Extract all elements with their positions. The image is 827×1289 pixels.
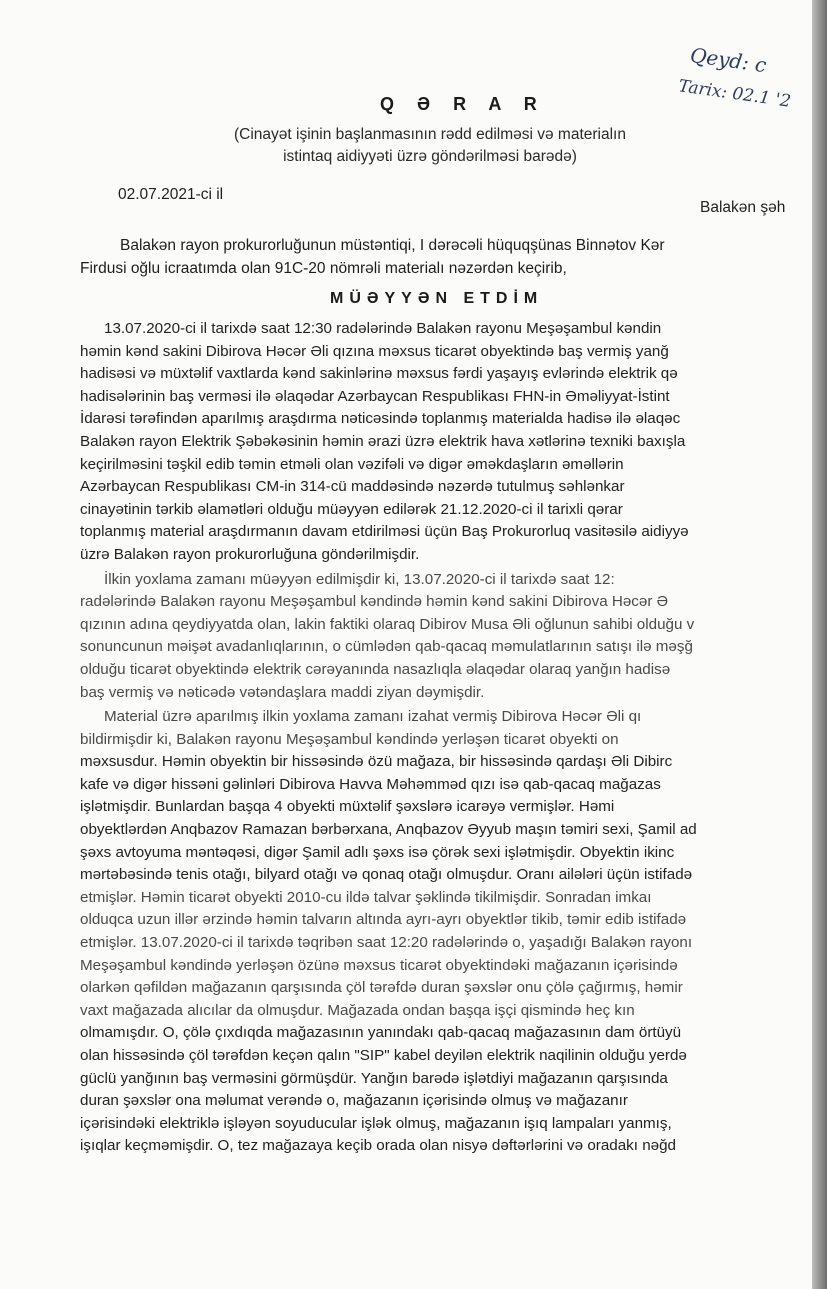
body-line: Balakən rayon Elektrik Şəbəkəsinin həmin ərazi üzrə elektrik hava xətlərinə texniki baxışla (80, 432, 686, 450)
body-line: işlətmişdir. Bunlardan başqa 4 obyekti müxtəlif şəxslərə icarəyə vermişlər. Həmi (80, 798, 615, 816)
intro-paragraph (80, 234, 805, 280)
body-line: içərisindəki elektriklə işləyən soyuducular işlək olmuş, mağazanın işıq lampaları yanmış, (80, 1114, 672, 1132)
subtitle-line-2: istintaq aidiyyəti üzrə göndərilməsi barədə) (283, 148, 577, 165)
body-line: keçirilməsini təşkil edib təmin etməli olan vəzifəli və digər əməkdaşların əməllərin (80, 455, 624, 473)
body-line: Azərbaycan Respublikası CM-in 314-cü maddəsində nəzərdə tutulmuş səhlənkar (80, 478, 625, 496)
body-line: baş vermiş və nəticədə vətəndaşlara maddi ziyan dəymişdir. (80, 683, 485, 701)
body-line: etmişlər. 13.07.2020-ci il tarixdə təqribən saat 12:20 radələrində o, yaşadığı Balakən rayonı (80, 934, 693, 952)
intro-line-2: Firdusi oğlu icraatımda olan 91C-20 nömrəli materialı nəzərdən keçirib, (80, 260, 567, 277)
body-line: obyektlərdən Anqbazov Ramazan bərbərxana, Anqbazov Əyyub maşın təmiri sexi, Şamil ad (80, 821, 697, 839)
body-line: qızının adına qeydiyyatda olan, lakin faktiki olaraq Dibirov Musa Əli oğlunun sahibi olduğu v (80, 615, 695, 633)
body-line: olarkən qəfildən mağazanın qarşısında çöl tərəfdə duran şəxslər onu çölə çağırmış, həmir (80, 979, 683, 997)
body-line: İlkin yoxlama zamanı müəyyən edilmişdir ki, 13.07.2020-ci il tarixdə saat 12: (104, 570, 615, 588)
body-line: duran şəxslər ona məlumat verəndə o, mağazanın içərisində olmuş və mağazanır (80, 1092, 628, 1110)
body-line: hadisəsi və müxtəlif vaxtlarda kənd sakinlərinə məxsus fərdi yaşayış evlərində elektrik qə (80, 365, 678, 383)
body-line: güclü yanğının baş verməsini görmüşdür. Yanğın barədə işlətdiyi mağazanın qarşısında (80, 1069, 668, 1087)
body-line: cinayətinin tərkib əlamətləri olduğu müəyyən edilərək 21.12.2020-ci il tarixli qərar (80, 500, 623, 518)
body-line: kafe və digər hissəni gəlinləri Dibirova Havva Məhəmməd qızı isə qab-qacaq mağazas (80, 775, 661, 793)
body-line: 13.07.2020-ci il tarixdə saat 12:30 radələrində Balakən rayonu Meşəşambul kəndin (104, 320, 662, 337)
handwritten-note-date: Tarix: 02.1 '2 (677, 76, 793, 112)
section-heading: MÜƏYYƏN ETDİM (330, 290, 544, 307)
body-line: vaxt mağazada alıcılar da olmuşdur. Mağazada ondan başqa işçi qismində heç kın (80, 1001, 635, 1019)
body-line: məxsusdur. Həmin obyektin bir hissəsində özü mağaza, bir hissəsində qardaşı Əli Dibirc (80, 753, 673, 771)
body-line: olmamışdır. O, çölə çıxdıqda mağazasının yanındakı qab-qacaq mağazasının dam örtüyü (80, 1024, 682, 1042)
body-line: işıqlar keçməmişdir. O, tez mağazaya keçib orada olan nisyə dəftərlərini və oradakı nəğd (80, 1137, 676, 1155)
body-line: Meşəşambul kəndində yerləşən özünə məxsus ticarət obyektindəki mağazanın içərisində (80, 956, 678, 974)
body-text (80, 318, 805, 1158)
body-line: radələrində Balakən rayonu Meşəşambul kəndində həmin kənd sakini Dibirova Həcər Ə (80, 593, 669, 611)
body-line: Material üzrə aparılmış ilkin yoxlama zamanı izahat vermiş Dibirova Həcər Əli qı (104, 708, 642, 726)
body-line: şəxs avtoyuma məntəqəsi, digər Şamil adlı şəxs isə çörək sexi işlətmişdir. Obyektin ikinc (80, 843, 675, 861)
subtitle-line-1: (Cinayət işinin başlanmasının rədd edilməsi və materialın (234, 126, 626, 143)
document-subtitle (150, 124, 710, 168)
handwritten-note-top: Qeyd: c (688, 42, 768, 78)
body-line: sonuncunun məişət avadanlıqlarının, o cümlədən qab-qacaq məmulatlarının satışı ilə məşğ (80, 638, 693, 656)
document-title: Q Ə R A R (380, 94, 546, 114)
body-line: həmin kənd sakini Dibirova Həcər Əli qızına məxsus ticarət obyektində baş vermiş yanğ (80, 342, 669, 360)
body-line: olan hissəsində çöl tərəfdən keçən qalın "SIP" kabel deyilən elektrik naqilinin olduğu yerdə (80, 1047, 687, 1064)
body-line: olduqca uzun illər ərzində həmin talvarın altında ayrı-ayrı obyektlər tikib, təmir edib istifadə (80, 911, 687, 929)
body-line: İdarəsi tərəfindən aparılmış araşdırma nəticəsində toplanmış materialda hadisə ilə əlaqəc (80, 410, 681, 428)
document-city: Balakən şəh (700, 199, 786, 216)
body-line: üzrə Balakən rayon prokurorluğuna göndərilmişdir. (80, 545, 420, 563)
body-line: bildirmişdir ki, Balakən rayonu Meşəşambul kəndində yerləşən ticarət obyekti on (80, 730, 619, 748)
body-line: mərtəbəsində tenis otağı, bilyard otağı və qonaq otağı olmuşdur. Oranı ailələri üçün istifadə (80, 866, 693, 884)
body-line: toplanmış material araşdırmanın davam etdirilməsi üçün Baş Prokurorluq vasitəsilə aidiyyə (80, 523, 689, 541)
body-line: olduğu ticarət obyektində elektrik cərəyanında nasazlıqla əlaqədar olaraq yanğın hadisə (80, 660, 671, 678)
body-line: hadisələrinin baş verməsi ilə əlaqədar Azərbaycan Respublikası FHN-in Əməliyyat-İstint (80, 387, 670, 405)
document-date: 02.07.2021-ci il (118, 186, 224, 203)
body-line: etmişlər. Həmin ticarət obyekti 2010-cu ildə talvar şəklində tikilmişdir. Sonradan imkaı (80, 888, 652, 906)
scan-page-edge (812, 0, 827, 1289)
intro-line-1: Balakən rayon prokurorluğunun müstəntiqi, I dərəcəli hüquqşünas Binnətov Kər (120, 237, 665, 254)
